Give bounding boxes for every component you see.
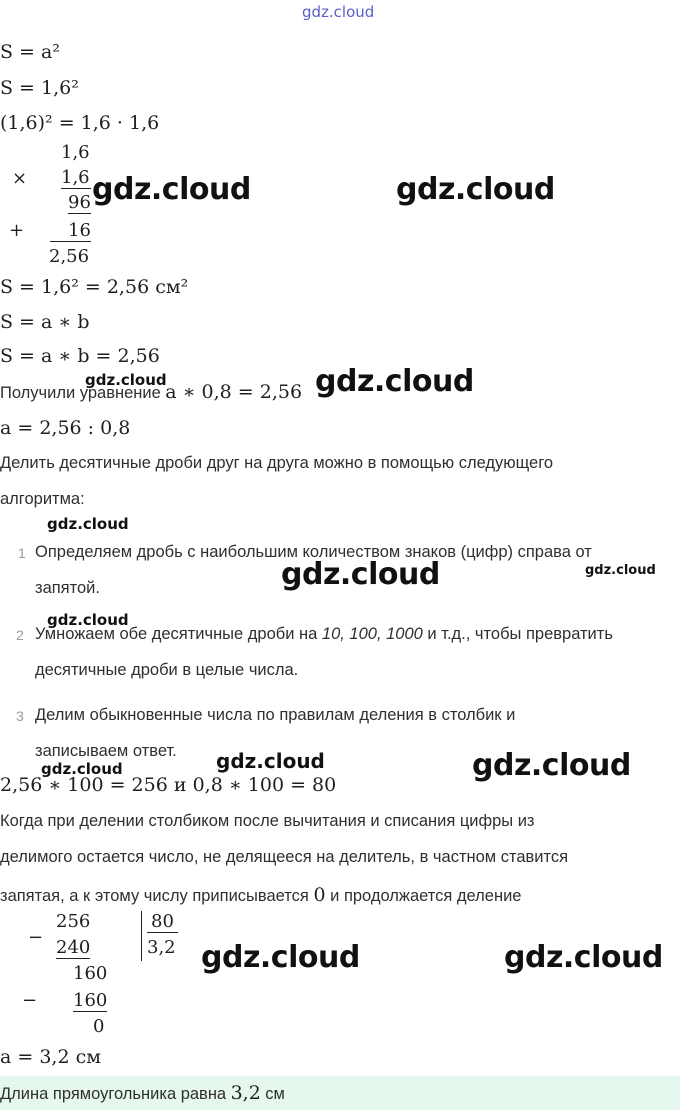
step-marker: 1 (18, 545, 26, 561)
watermark: gdz.cloud (41, 760, 123, 778)
algorithm-intro-line2: алгоритма: (0, 490, 85, 508)
watermark: gdz.cloud (396, 172, 555, 207)
division-dividend: 256 (56, 911, 91, 932)
watermark: gdz.cloud (201, 940, 360, 975)
answer-text: Длина прямоугольника равна (0, 1085, 227, 1103)
division-subtrahend2: 160 (73, 990, 108, 1011)
step-2-line2: десятичные дроби в целые числа. (35, 661, 299, 679)
answer-unit: см (265, 1085, 285, 1103)
watermark: gdz.cloud (47, 515, 129, 533)
formula-rectangle: S = a ∗ b (0, 311, 90, 333)
equation-formula: a ∗ 0,8 = 2,56 (165, 381, 303, 403)
answer-line (0, 1082, 285, 1104)
division-minus-sign: − (22, 990, 38, 1011)
step-2-text-b: и т.д., чтобы превратить (422, 625, 613, 643)
division-bracket (141, 911, 142, 961)
header-watermark: gdz.cloud (302, 3, 375, 21)
formula-a-result: a = 3,2 см (0, 1046, 102, 1068)
remainder-rule-line3 (0, 884, 522, 906)
watermark: gdz.cloud (85, 371, 167, 389)
formula-area-value: S = 1,6² (0, 77, 79, 99)
mult-plus-sign: + (9, 220, 25, 241)
formula-square-expand: (1,6)² = 1,6 · 1,6 (0, 112, 160, 134)
step-3-line2: записываем ответ. (35, 742, 177, 760)
step-3-line1: Делим обыкновенные числа по правилам деления в столбик и (35, 706, 516, 724)
remainder-rule-text-b: и продолжается деление (330, 887, 522, 905)
watermark: gdz.cloud (281, 557, 440, 592)
watermark: gdz.cloud (216, 749, 325, 773)
watermark: gdz.cloud (47, 611, 129, 629)
remainder-rule-line2: делимого остается число, не делящееся на делитель, в частном ставится (0, 848, 569, 866)
remainder-rule-line1: Когда при делении столбиком после вычитания и списания цифры из (0, 812, 535, 830)
formula-scaling: 2,56 ∗ 100 = 256 и 0,8 ∗ 100 = 80 (0, 774, 337, 796)
formula-rectangle-value: S = a ∗ b = 2,56 (0, 345, 160, 367)
step-marker: 3 (16, 708, 24, 724)
division-quotient: 3,2 (147, 937, 176, 958)
mult-partial2: 16 (50, 220, 91, 242)
equation-lead-text: Получили уравнение (0, 384, 161, 402)
step-1-line1: Определяем дробь с наибольшим количеством знаков (цифр) справа от (35, 543, 592, 561)
watermark: gdz.cloud (472, 748, 631, 783)
answer-box (0, 1076, 680, 1110)
mult-factor2: 1,6 (61, 167, 90, 188)
division-divisor: 80 (147, 911, 178, 933)
formula-a-division: a = 2,56 : 0,8 (0, 417, 131, 439)
mult-times-sign: × (12, 168, 28, 189)
algorithm-intro-line1: Делить десятичные дроби друг на друга можно в помощью следующего (0, 454, 554, 472)
watermark: gdz.cloud (585, 563, 656, 578)
step-2-multipliers: 10, 100, 1000 (321, 625, 423, 643)
division-minus-sign: − (28, 927, 44, 948)
remainder-rule-zero: 0 (313, 884, 326, 906)
mult-partial1: 96 (68, 192, 91, 213)
watermark: gdz.cloud (504, 940, 663, 975)
division-remainder1: 160 (73, 963, 108, 984)
watermark: gdz.cloud (315, 364, 474, 399)
formula-area: S = a² (0, 41, 60, 63)
division-subtrahend1: 240 (56, 937, 91, 958)
step-marker: 2 (16, 627, 24, 643)
watermark: gdz.cloud (92, 172, 251, 207)
remainder-rule-text-a: запятая, а к этому числу приписывается (0, 887, 309, 905)
mult-result: 2,56 (49, 246, 90, 267)
step-1-line2: запятой. (35, 579, 100, 597)
step-2-text-a: Умножаем обе десятичные дроби на (35, 625, 322, 643)
mult-factor1: 1,6 (61, 142, 90, 163)
formula-area-result: S = 1,6² = 2,56 см² (0, 276, 189, 298)
answer-value: 3,2 (230, 1082, 261, 1104)
division-remainder2: 0 (93, 1016, 105, 1037)
